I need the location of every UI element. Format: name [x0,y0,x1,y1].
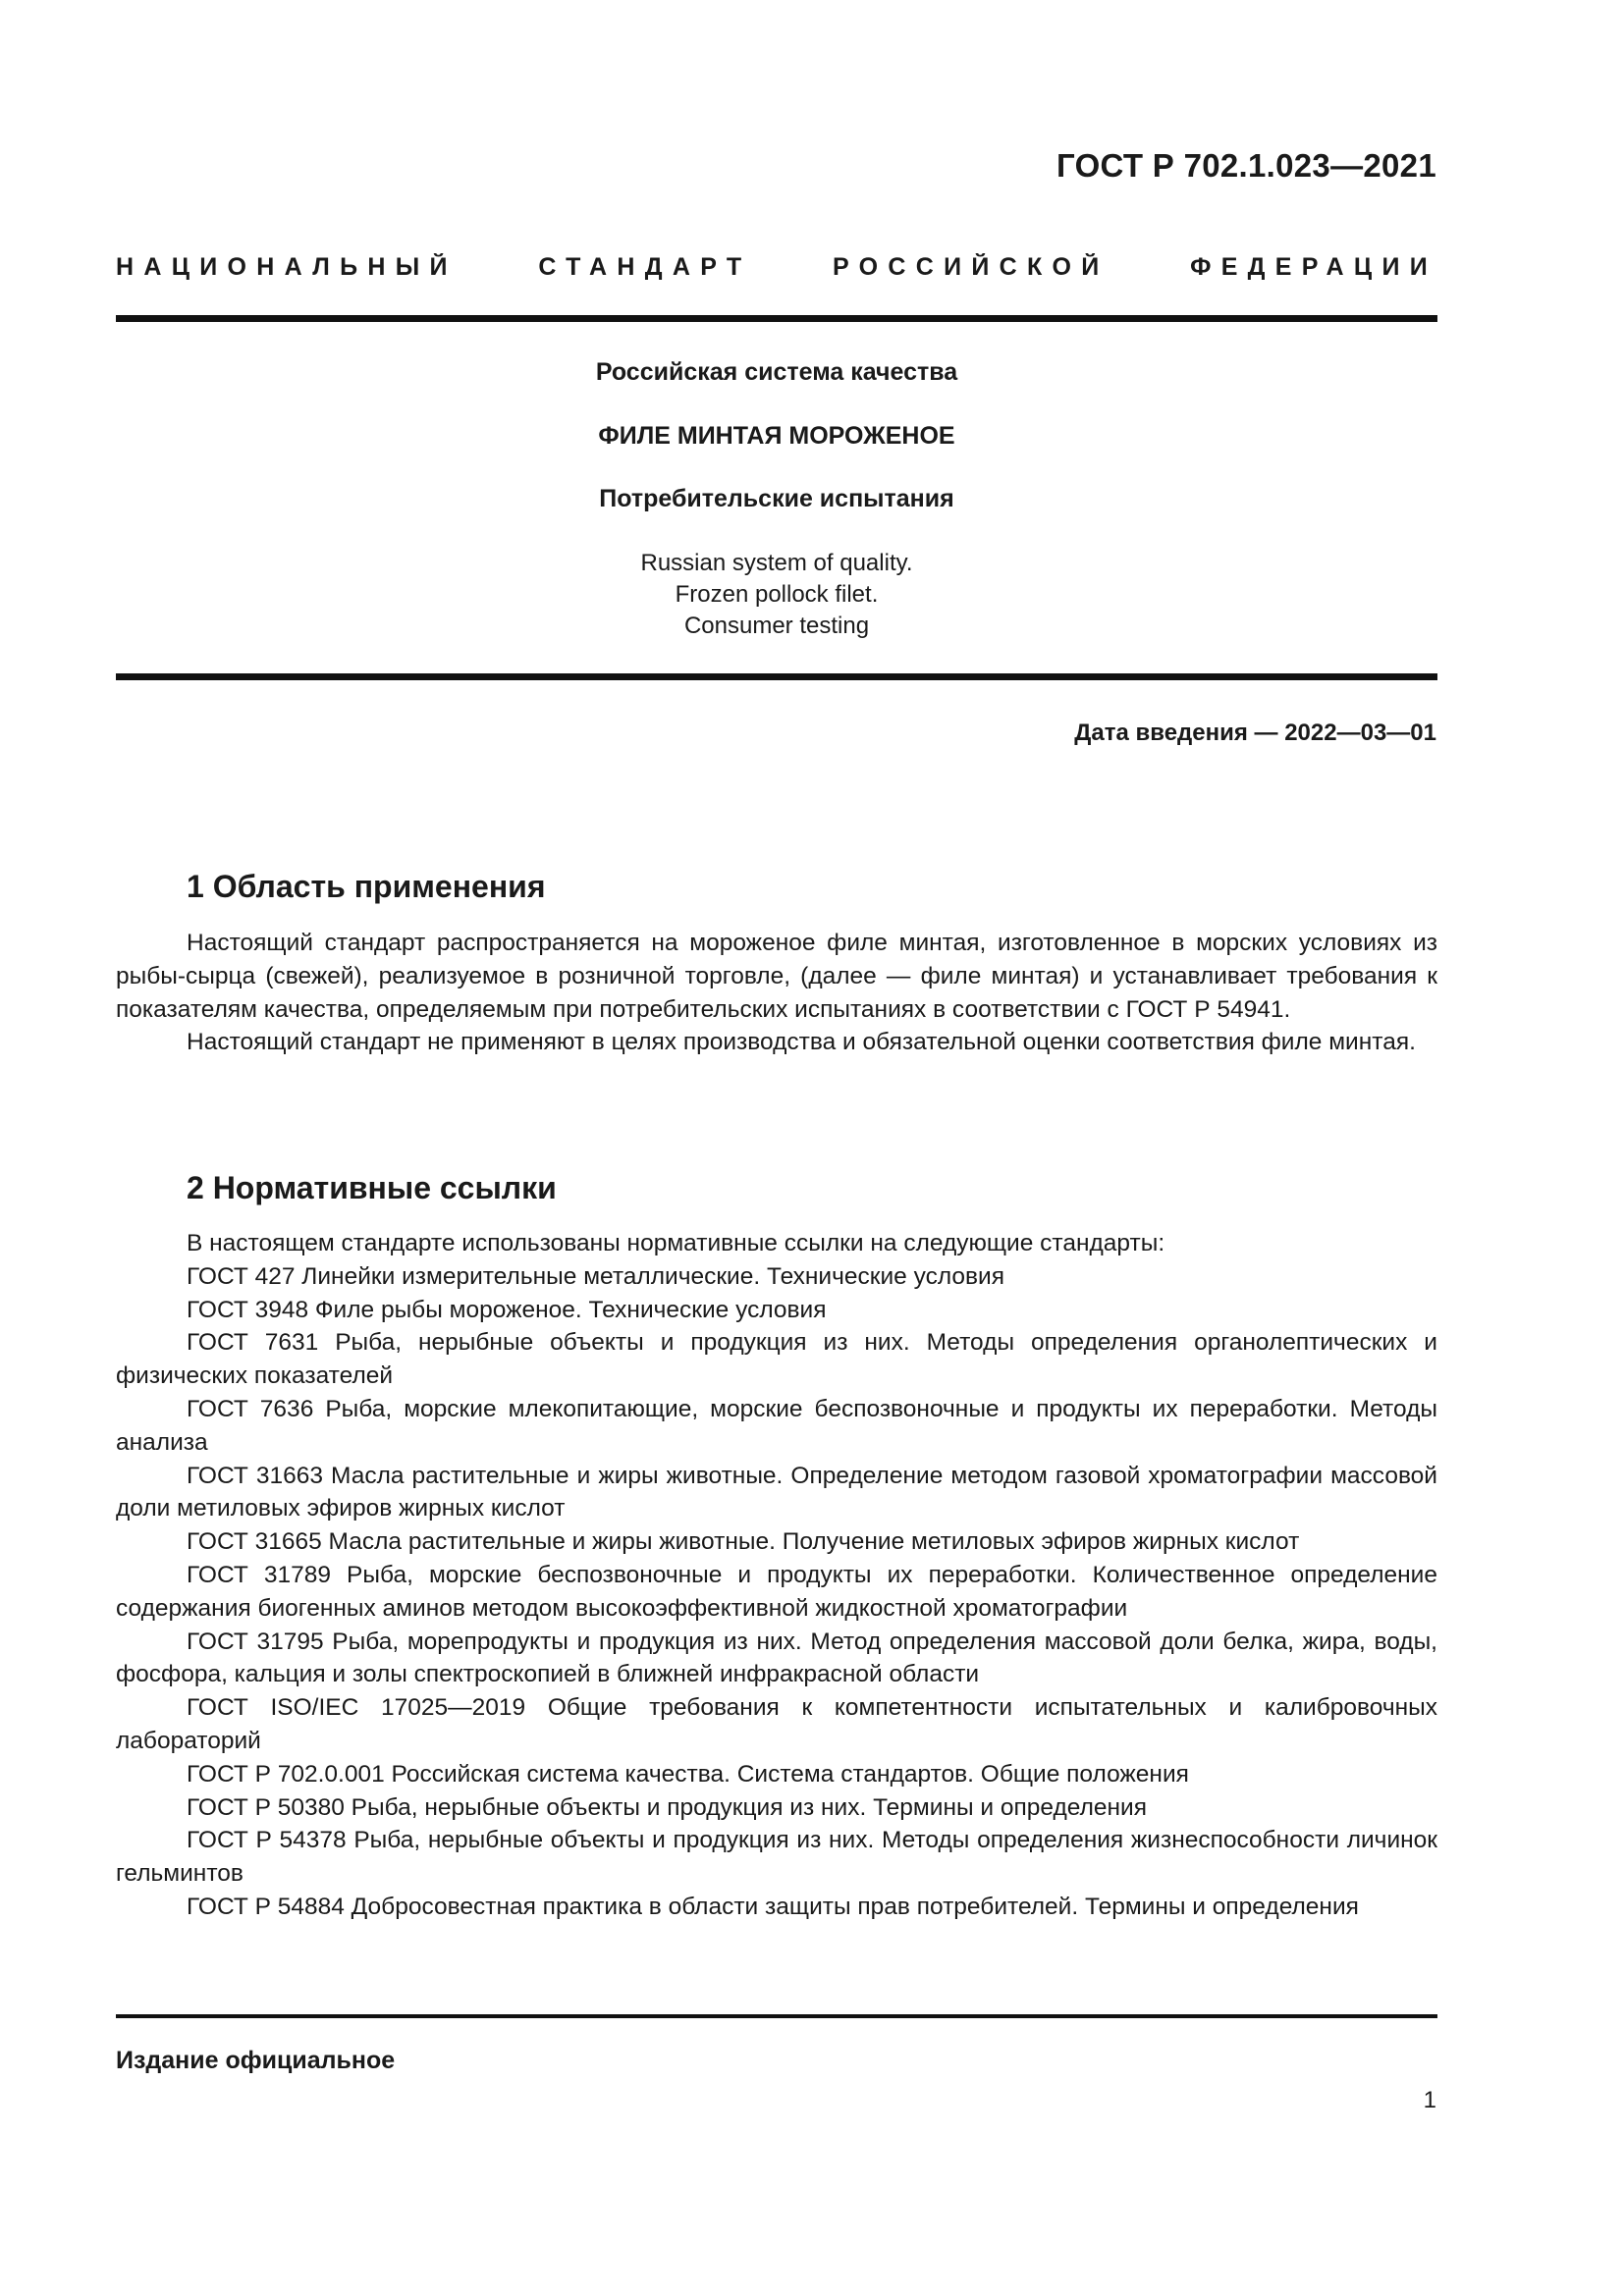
reference-item: ГОСТ Р 54378 Рыба, нерыбные объекты и продукция из них. Методы определения жизнеспособности личинок гельминтов [116,1827,1437,1888]
reference-item: ГОСТ 427 Линейки измерительные металлические. Технические условия [187,1262,1004,1290]
reference-item: ГОСТ Р 50380 Рыба, нерыбные объекты и продукция из них. Термины и определения [187,1793,1148,1821]
subtitle: Потребительские испытания [599,485,954,512]
english-title-line-2: Frozen pollock filet. [675,581,879,608]
reference-item: ГОСТ Р 54884 Добросовестная практика в области защиты прав потребителей. Термины и определения [187,1893,1359,1920]
english-title-line-1: Russian system of quality. [640,550,913,576]
footer-divider [116,2014,1437,2018]
reference-item: ГОСТ 31665 Масла растительные и жиры животные. Получение метиловых эфиров жирных кислот [187,1528,1300,1556]
reference-item: ГОСТ 31795 Рыба, морепродукты и продукция из них. Метод определения массовой доли белка, жира, воды, фосфора, кальция и золы спектроскопией в ближней инфракрасной области [116,1628,1437,1688]
section-2-body [116,1227,1437,1924]
reference-item: ГОСТ 7636 Рыба, морские млекопитающие, морские беспозвоночные и продукты их переработки. Методы анализа [116,1395,1437,1456]
product-title: ФИЛЕ МИНТАЯ МОРОЖЕНОЕ [598,422,955,450]
document-number: ГОСТ Р 702.1.023—2021 [1056,147,1436,184]
section-1-body [116,927,1437,1059]
section-1-paragraph: Настоящий стандарт распространяется на мороженое филе минтая, изготовленное в морских условиях из рыбы-сырца (свежей), реализуемое в розничной торговле, (далее — филе минтая) и устанавливает требования к показателям качества, определяемым при потребительских испытаниях в соответствии с ГОСТ Р 54941. [116,930,1437,1023]
reference-item: ГОСТ 3948 Филе рыбы мороженое. Технические условия [187,1296,827,1323]
standard-header: НАЦИОНАЛЬНЫЙ СТАНДАРТ РОССИЙСКОЙ ФЕДЕРАЦИИ [116,253,1437,281]
reference-item: ГОСТ Р 702.0.001 Российская система качества. Система стандартов. Общие положения [187,1760,1189,1788]
introduction-date: Дата введения — 2022—03—01 [1074,720,1436,746]
official-edition-label: Издание официальное [116,2047,396,2074]
system-title: Российская система качества [595,358,958,386]
english-title-line-3: Consumer testing [683,613,870,639]
section-1-title: 1 Область применения [187,869,546,904]
reference-item: ГОСТ 7631 Рыба, нерыбные объекты и продукция из них. Методы определения органолептических и физических показателей [116,1329,1437,1390]
reference-item: ГОСТ 31663 Масла растительные и жиры животные. Определение методом газовой хроматографии массовой доли метиловых эфиров жирных кислот [116,1462,1437,1522]
page-number: 1 [1423,2087,1436,2113]
reference-item: ГОСТ ISO/IEC 17025—2019 Общие требования к компетентности испытательных и калибровочных лабораторий [116,1694,1437,1754]
section-1-paragraph: Настоящий стандарт не применяют в целях производства и обязательной оценки соответствия филе минтая. [187,1029,1416,1056]
section-2-title: 2 Нормативные ссылки [187,1170,557,1205]
reference-item: ГОСТ 31789 Рыба, морские беспозвоночные и продукты их переработки. Количественное определение содержания биогенных аминов методом высокоэффективной жидкостной хроматографии [116,1561,1437,1622]
references-intro: В настоящем стандарте использованы нормативные ссылки на следующие стандарты: [187,1230,1165,1256]
header-divider [116,315,1437,322]
english-title [116,548,1437,642]
title-divider [116,673,1437,680]
